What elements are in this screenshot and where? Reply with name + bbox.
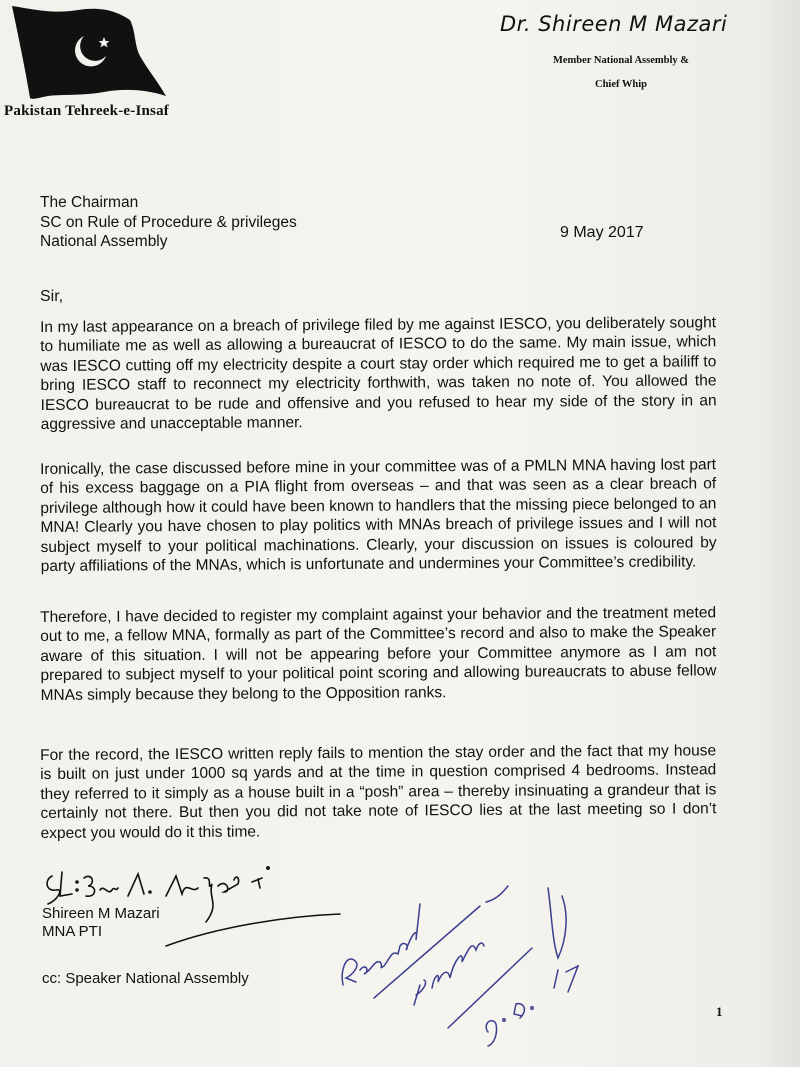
body-paragraph-3: Therefore, I have decided to register my complaint against your behavior and the treatment meted out to me, a fellow MNA, formally as part of the Committee’s record and also to make the Speaker aware of this situation. I will not be appearing before your Committee anymore as I am not prepared to subject myself to your political point scoring and allowing bureaucrats to abuse fellow MNAs simply because they belong to the Opposition ranks. xyxy=(40,604,717,704)
sender-role xyxy=(546,49,696,97)
sender-role-line2: Chief Whip xyxy=(594,79,648,90)
sender-role-line1: Member National Assembly & xyxy=(552,55,689,66)
cc-line: cc: Speaker National Assembly xyxy=(42,970,249,987)
signature-block xyxy=(42,905,160,941)
signatory-title: MNA PTI xyxy=(42,923,103,940)
body-paragraph-2: Ironically, the case discussed before mine in your committee was of a PMLN MNA having lost part of his excess baggage on a PIA flight from overseas – and that was seen as a clear breach of privilege although how it could have been known to handlers that the missing piece belonged to an MNA! Clearly you have chosen to play politics with MNAs breach of privilege issues and I will not subject myself to your political machinations. Clearly, your discussion on issues is coloured by party affiliations of the MNAs, which is unfortunate and undermines your Committee’s credibility. xyxy=(40,456,717,576)
salutation: Sir, xyxy=(40,288,64,305)
body-paragraph-4: For the record, the IESCO written reply fails to mention the stay order and the fact that my house is built on just under 1000 sq yards and at the time in question comprised 4 bedrooms. Instead they referred to it simply as a house built in a “posh” area – thereby insinuating a grandeur that is certainly not there. But then you did not take note of IESCO lies at the last meeting so I don’t expect you would do it this time. xyxy=(40,742,717,842)
pti-flag-logo-icon xyxy=(8,4,168,100)
body-paragraph-1: In my last appearance on a breach of privilege filed by me against IESCO, you deliberately sought to humiliate me as well as allowing a bureaucrat of IESCO to do the same. My main issue, which was IESCO cutting off my electricity despite a court stay order which required me to get a bailiff to bring IESCO staff to reconnect my electricity forthwith, was taken no note of. You allowed the IESCO bureaucrat to be rude and offensive and you refused to hear my side of the story in an aggressive and unacceptable manner. xyxy=(40,314,717,434)
addressee-block xyxy=(40,193,297,252)
addressee-line2: SC on Rule of Procedure & privileges xyxy=(40,213,297,231)
sender-name: Dr. Shireen M Mazari xyxy=(500,12,728,36)
signatory-name: Shireen M Mazari xyxy=(42,905,160,922)
addressee-line1: The Chairman xyxy=(40,194,139,211)
received-stamp-handwriting xyxy=(342,886,578,1046)
letter-date: 9 May 2017 xyxy=(560,224,644,241)
page-number: 1 xyxy=(716,1004,723,1019)
party-name: Pakistan Tehreek-e-Insaf xyxy=(4,103,169,119)
addressee-line3: National Assembly xyxy=(40,233,168,250)
